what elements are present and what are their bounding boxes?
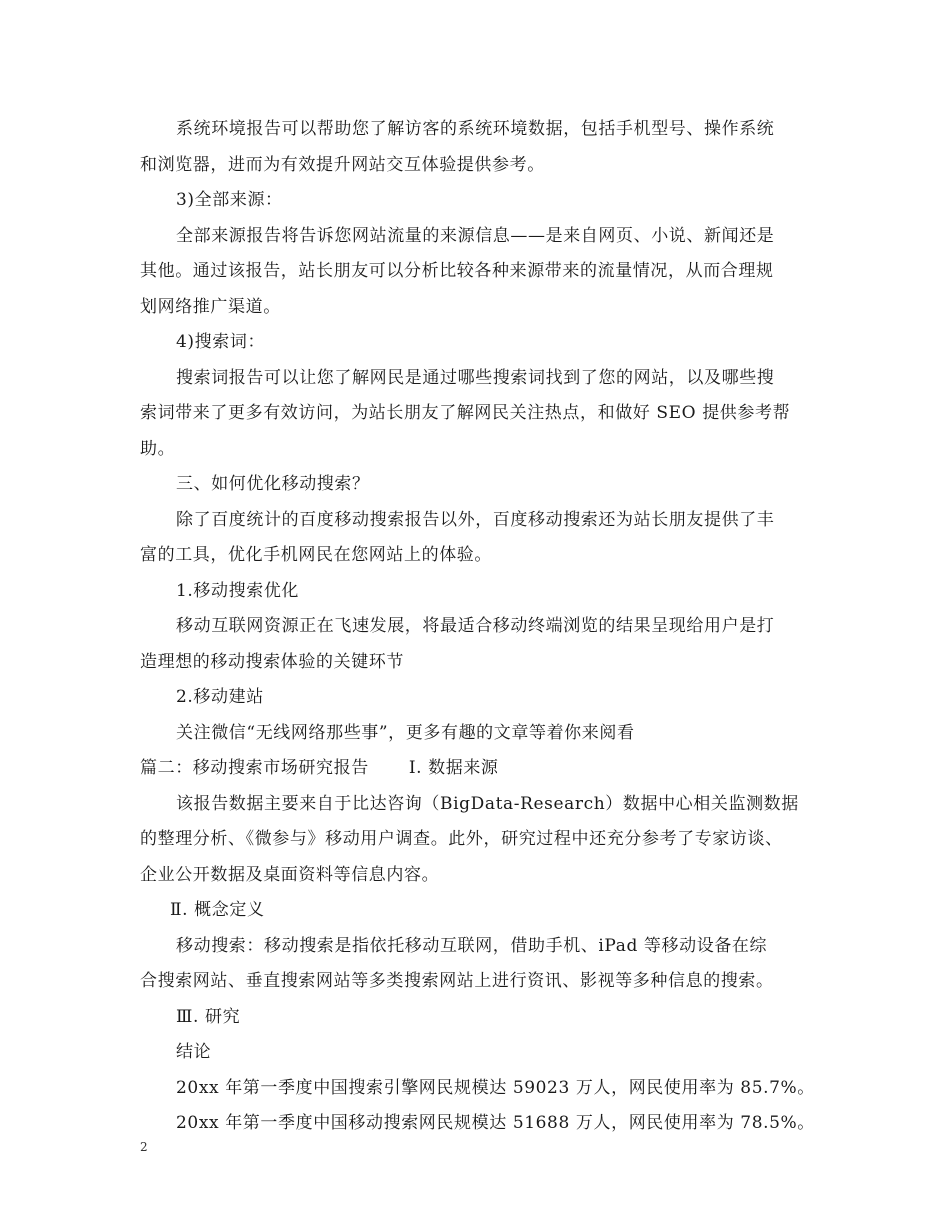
- paragraph-line: 造理想的移动搜索体验的关键环节: [140, 651, 404, 672]
- article-two-heading-line: [140, 751, 820, 787]
- section-heading-research: Ⅲ. 研究: [176, 1006, 241, 1027]
- subheading-search-terms: 4)搜索词：: [176, 332, 266, 352]
- paragraph-line: 20xx 年第一季度中国搜索引擎网民规模达 59023 万人，网民使用率为 85.7%。: [176, 1077, 815, 1098]
- section-heading-data-source: Ⅰ. 数据来源: [408, 758, 499, 778]
- subheading-mobile-site-building: 2.移动建站: [176, 687, 264, 707]
- paragraph-line: 移动互联网资源正在飞速发展，将最适合移动终端浏览的结果呈现给用户是打: [176, 616, 775, 636]
- paragraph-line: 关注微信“无线网络那些事”，更多有趣的文章等着你来阅看: [176, 722, 635, 743]
- paragraph-line: 20xx 年第一季度中国移动搜索网民规模达 51688 万人，网民使用率为 78.5%。: [176, 1113, 815, 1133]
- paragraph-line: 的整理分析、《微参与》移动用户调查。此外，研究过程中还充分参考了专家访谈、: [140, 829, 783, 849]
- paragraph-line: 和浏览器，进而为有效提升网站交互体验提供参考。: [140, 154, 545, 175]
- subheading-all-sources: 3)全部来源：: [176, 190, 283, 210]
- paragraph-line: 除了百度统计的百度移动搜索报告以外，百度移动搜索还为站长朋友提供了丰: [176, 509, 775, 530]
- paragraph-line: 该报告数据主要来自于比达咨询（BigData-Research）数据中心相关监测数据: [176, 793, 799, 814]
- paragraph-line: 合搜索网站、垂直搜索网站等多类搜索网站上进行资讯、影视等多种信息的搜索。: [140, 971, 774, 991]
- article-two-title: 篇二：移动搜索市场研究报告: [140, 758, 369, 778]
- section-heading-concept-definition: Ⅱ. 概念定义: [170, 900, 265, 920]
- document-body: [140, 112, 820, 1142]
- paragraph-line: 搜索词报告可以让您了解网民是通过哪些搜索词找到了您的网站，以及哪些搜: [176, 367, 775, 388]
- paragraph-line: 其他。通过该报告，站长朋友可以分析比较各种来源带来的流量情况，从而合理规: [140, 261, 774, 281]
- paragraph-line: 助。: [140, 438, 176, 459]
- paragraph-line: 划网络推广渠道。: [140, 296, 281, 317]
- paragraph-line: 系统环境报告可以帮助您了解访客的系统环境数据，包括手机型号、操作系统: [176, 119, 775, 139]
- page-number: 2: [140, 1140, 148, 1154]
- paragraph-line: 全部来源报告将告诉您网站流量的来源信息——是来自网页、小说、新闻还是: [176, 225, 775, 246]
- paragraph-line: 企业公开数据及桌面资料等信息内容。: [140, 864, 440, 885]
- paragraph-line: 富的工具，优化手机网民在您网站上的体验。: [140, 545, 492, 565]
- subheading-mobile-search-optimization: 1.移动搜索优化: [176, 580, 300, 601]
- subheading-conclusion: 结论: [176, 1042, 212, 1062]
- section-heading-optimize: 三、如何优化移动搜索？: [176, 474, 370, 494]
- paragraph-line: 索词带来了更多有效访问，为站长朋友了解网民关注热点，和做好 SEO 提供参考帮: [140, 403, 791, 423]
- paragraph-line: 移动搜索：移动搜索是指依托移动互联网，借助手机、iPad 等移动设备在综: [176, 935, 768, 956]
